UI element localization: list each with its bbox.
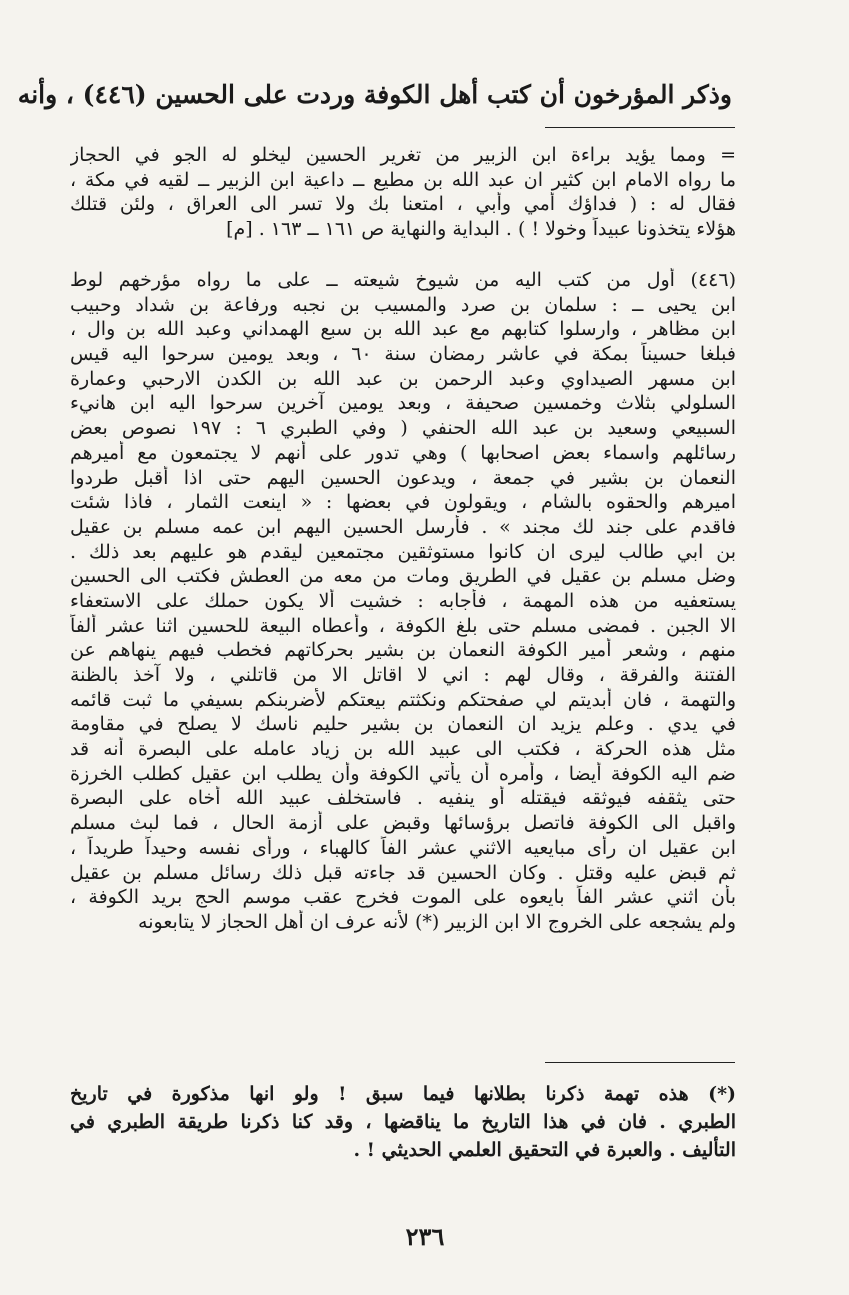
footnote-line: ابن يحيى ــ : سلمان بن صرد والمسيب بن نجبه ورفاعة بن شداد وحبيب (70, 293, 736, 316)
footnote-446 (70, 268, 736, 935)
footnote-line: بأن اثني عشر الفاً بايعوه على الموت فخرج عقب موسم الحج بريد الكوفة ، (70, 886, 736, 909)
editor-note-line: الطبري . فان في هذا التاريخ ما يناقضها ، وقد كنا ذكرنا طريقة الطبري في (70, 1111, 736, 1133)
editor-note-line: (*) هذه تهمة ذكرنا بطلانها فيما سبق ! ولو انها مذكورة في تاريخ (70, 1083, 736, 1105)
footnote-line: اميرهم والحقوه بالشام ، ويقولون في بعضها : « اينعت الثمار ، فاذا شئت (70, 491, 736, 514)
footnote-line: فاقدم على جند لك مجند » . فأرسل الحسين اليهم ابن عمه مسلم بن عقيل (70, 515, 736, 538)
footnote-line: في يدي . وعلم يزيد ان النعمان بن بشير حليم ناسك لا يصلح في مقاومة (70, 713, 736, 736)
footnote-line: فبلغا حسيناً بمكة في عاشر رمضان سنة ٦٠ ، وبعد يومين سرحوا اليه قيس (70, 343, 736, 366)
page-number: ٢٣٦ (405, 1222, 445, 1251)
editor-note (70, 1080, 736, 1164)
footnote-line: مثل هذه الحركة ، فكتب الى عبيد الله بن زياد عامله على البصرة أنه قد (70, 738, 736, 761)
footnote-line: ثم قبض عليه وقتل . وكان الحسين قد جاءته قبل ذلك رسائل مسلم بن عقيل (70, 861, 736, 884)
footnote-line: = ومما يؤيد براءة ابن الزبير من تغرير الحسين ليخلو له الجو في الحجاز (70, 144, 736, 166)
footnote-line: وضل مسلم بن عقيل في الطريق ومات من معه من العطش فكتب الى الحسين (70, 565, 736, 588)
footnote-line: ابن مسهر الصيداوي وعبد الرحمن بن عبد الله بن الكدن الارحبي وعمارة (70, 367, 736, 390)
footnote-line: واقبل الى الكوفة فاتصل برؤسائها وقبض على أزمة الحال ، فما لبث مسلم (70, 812, 736, 835)
footnote-line: ما رواه الامام ابن كثير ان عبد الله بن مطيع ــ داعية ابن الزبير ــ لقيه في مكة ، (70, 168, 736, 191)
footnote-line: ابن عقيل ان رأى مبايعيه الاثني عشر الفاً كالهباء ، ورأى نفسه وحيداً طريداً ، (70, 836, 736, 859)
footnote-line: (٤٤٦) أول من كتب اليه من شيوخ شيعته ــ على ما رواه مؤرخهم لوط (70, 269, 736, 291)
footnote-line: حتى يثقفه فيوثقه فيقتله أو ينفيه . فاستخلف عبيد الله أخاه على البصرة (70, 787, 736, 810)
editor-note-separator (545, 1062, 735, 1063)
footnote-line: ضم اليه الكوفة أيضا ، وأمره أن يأتي الكوفة وأن يطلب ابن عقيل كطلب الخرزة (70, 762, 736, 785)
footnote-line: النعمان بن بشير في جمعة ، ويدعون الحسين اليهم حتى اذا أقبل طردوا (70, 466, 736, 489)
editor-note-line: التأليف . والعبرة في التحقيق العلمي الحديثي ! . (353, 1139, 736, 1161)
footnote-continuation (70, 143, 736, 242)
footnote-line: هؤلاء يتخذونا عبيداً وخولا ! ) . البداية والنهاية ص ١٦١ ــ ١٦٣ . [م] (226, 218, 736, 241)
footnote-line: السلولي بثلاث وخمسين صحيفة ، وبعد يومين آخرين سرحوا اليه ابن هانيء (70, 392, 736, 415)
footnote-line: فقال له : ( فداؤك أمي وأبي ، امتعنا بك ولا تسر الى العراق ، ولئن قتلك (70, 193, 736, 216)
footnote-line: ابن مظاهر ، وارسلوا كتابهم مع عبد الله بن سبع الهمداني وعبد الله بن وال ، (70, 318, 736, 341)
footnote-line: بن ابي طالب ليرى ان كانوا مستوثقين مجتمعين ليقدم هو عليهم بعد ذلك . (70, 540, 736, 563)
footnote-line: رسائلهم واسماء بعض اصحابها ) وهي تدور على أنهم لا يجتمعون مع أميرهم (70, 441, 736, 464)
footnote-line: منهم ، وشعر أمير الكوفة النعمان بن بشير بحركاتهم فخطب فيهم ينهاهم عن (70, 639, 736, 662)
footnote-line: يستعفيه من هذه المهمة ، فأجابه : خشيت ألا يكون حملك على الاستعفاء (70, 589, 736, 612)
footnote-line: ولم يشجعه على الخروج الا ابن الزبير (*) لأنه عرف ان أهل الحجاز لا يتابعونه (138, 910, 736, 933)
footnote-line: الا الجبن . فمضى مسلم حتى بلغ الكوفة ، وأعطاه البيعة للحسين اثنا عشر ألفاً (70, 614, 736, 637)
footnote-line: والتهمة ، فان أبديتم لي صفحتكم ونكثتم بيعتكم لأضربنكم بسيفي ما ثبت قائمه (70, 688, 736, 711)
footnote-line: الفتنة والفرقة ، وقال لهم : اني لا اقاتل الا من قاتلني ، ولا آخذ بالظنة (70, 664, 736, 686)
main-text-line: وذكر المؤرخون أن كتب أهل الكوفة وردت على الحسين (٤٤٦) ، وأنه (17, 80, 732, 109)
footnote-separator (545, 127, 735, 128)
footnote-line: السبيعي وسعيد بن عبد الله الحنفي ( وفي الطبري ٦ : ١٩٧ نصوص بعض (70, 417, 736, 440)
